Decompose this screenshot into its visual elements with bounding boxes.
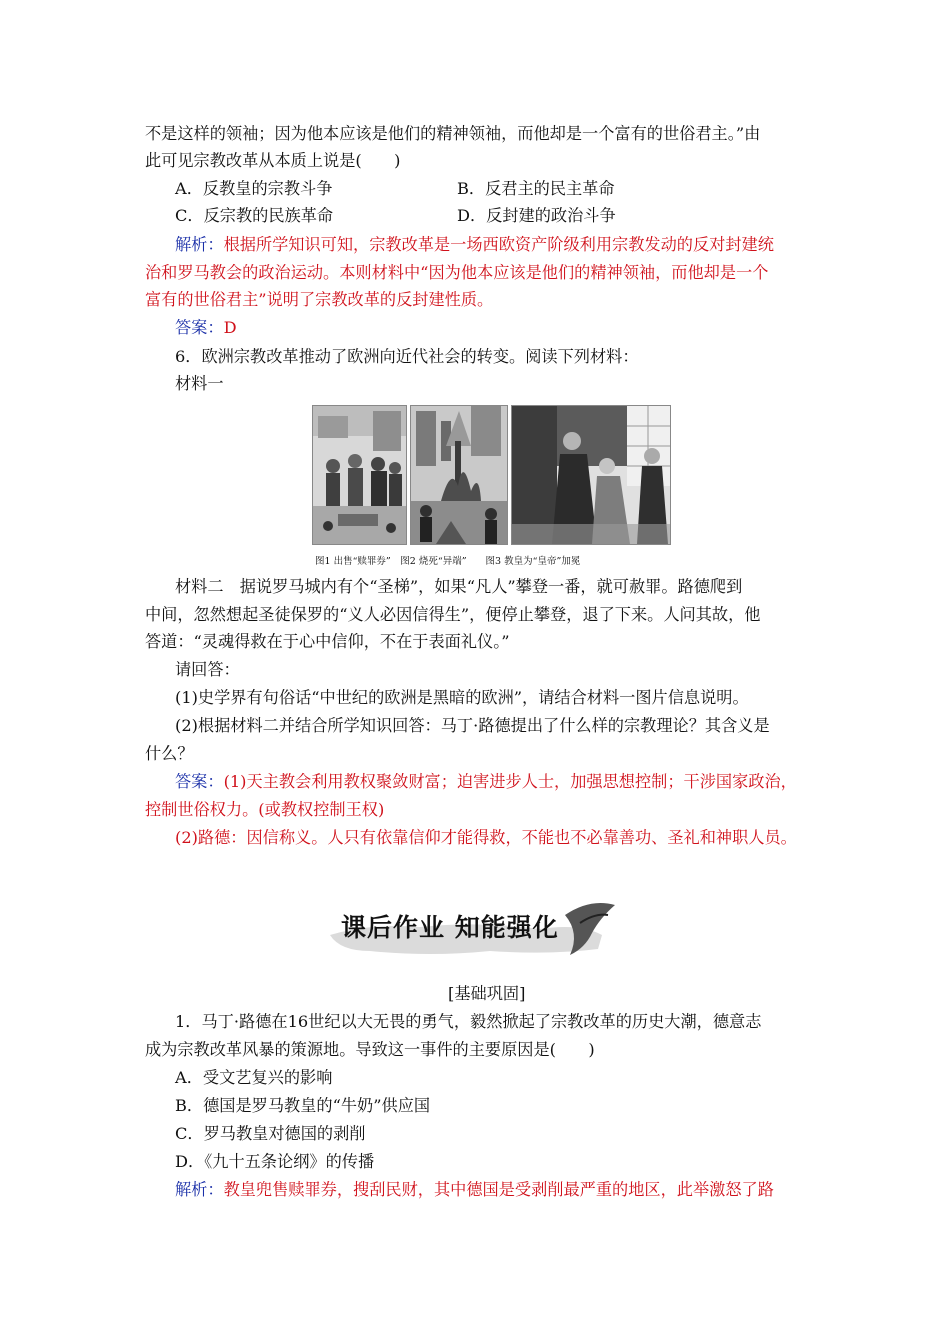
q1-option-d: D．《九十五条论纲》的传播 (175, 1152, 375, 1171)
figure-1-indulgence-sale-image (312, 405, 407, 545)
q6-material2-line1: 材料二 据说罗马城内有个“圣梯”，如果“凡人”攀登一番，就可赦罪。路德爬到 (175, 577, 743, 596)
q1-option-a: A．受文艺复兴的影响 (175, 1068, 333, 1087)
q5-analysis-line1 (175, 234, 774, 256)
q6-subquestion-2-line1: (2)根据材料二并结合所学知识回答：马丁·路德提出了什么样的宗教理论？其含义是 (175, 716, 770, 735)
analysis-label: 解析： (175, 235, 224, 254)
q5-stem-line2: 此可见宗教改革从本质上说是( ) (145, 151, 401, 170)
answer-label: 答案： (175, 318, 224, 337)
q5-analysis-line3: 富有的世俗君主”说明了宗教改革的反封建性质。 (145, 290, 494, 309)
q5-option-b: B．反君主的民主革命 (457, 179, 615, 198)
q1-stem-line2: 成为宗教改革风暴的策源地。导致这一事件的主要原因是( ) (145, 1040, 595, 1059)
q6-subquestion-2-line2: 什么？ (145, 744, 194, 763)
q6-material2-line3: 答道：“灵魂得救在于心中信仰，不在于表面礼仪。” (145, 632, 510, 651)
analysis-text: 根据所学知识可知，宗教改革是一场西欧资产阶级利用宗教发动的反对封建统 (223, 235, 774, 254)
q1-option-b: B．德国是罗马教皇的“牛奶”供应国 (175, 1096, 431, 1115)
q6-please-answer: 请回答： (175, 660, 240, 679)
q6-material1-label: 材料一 (175, 374, 224, 393)
q6-answer-line1 (175, 771, 797, 793)
q6-material2-line2: 中间，忽然想起圣徒保罗的“义人必因信得生”，便停止攀登，退了下来。人问其故，他 (145, 605, 761, 624)
q5-option-d: D．反封建的政治斗争 (457, 206, 616, 225)
q1-stem-line1: 1．马丁·路德在16世纪以大无畏的勇气，毅然掀起了宗教改革的历史大潮，德意志 (175, 1012, 762, 1031)
figure-3-pope-crowns-emperor-image (511, 405, 671, 545)
answer-label: 答案： (175, 772, 224, 791)
q1-analysis-line1 (175, 1179, 774, 1201)
q6-answer-line3: (2)路德：因信称义。人只有依靠信仰才能得救，不能也不必靠善功、圣礼和神职人员。 (175, 828, 797, 847)
q5-analysis-line2: 治和罗马教会的政治运动。本则材料中“因为他本应该是他们的精神领袖，而他却是一个 (145, 263, 769, 282)
q1-option-c: C．罗马教皇对德国的剥削 (175, 1124, 366, 1143)
section-heading: [基础巩固] (448, 984, 526, 1003)
q5-option-c: C．反宗教的民族革命 (175, 206, 334, 225)
figure-captions: 图1 出售“赎罪券” 图2 烧死“异端” 图3 教皇为“皇帝”加冕 (315, 556, 581, 567)
q5-option-a: A．反教皇的宗教斗争 (175, 179, 333, 198)
analysis-label: 解析： (175, 1180, 224, 1199)
q6-stem: 6．欧洲宗教改革推动了欧洲向近代社会的转变。阅读下列材料： (175, 347, 639, 366)
homework-banner-title: 课后作业 知能强化 (341, 913, 559, 942)
q5-stem-line1: 不是这样的领袖；因为他本应该是他们的精神领袖，而他却是一个富有的世俗君主。”由 (145, 124, 761, 143)
analysis-text: 教皇兜售赎罪券，搜刮民财，其中德国是受剥削最严重的地区，此举激怒了路 (223, 1180, 774, 1199)
answer-value: D (223, 318, 237, 337)
q6-subquestion-1: (1)史学界有句俗话“中世纪的欧洲是黑暗的欧洲”，请结合材料一图片信息说明。 (175, 688, 749, 707)
answer-text: (1)天主教会利用教权聚敛财富；迫害进步人士，加强思想控制；干涉国家政治， (223, 772, 797, 791)
figure-2-burning-heretic-image (410, 405, 508, 545)
q5-answer (175, 317, 237, 339)
q6-answer-line2: 控制世俗权力。(或教权控制王权) (145, 800, 385, 819)
